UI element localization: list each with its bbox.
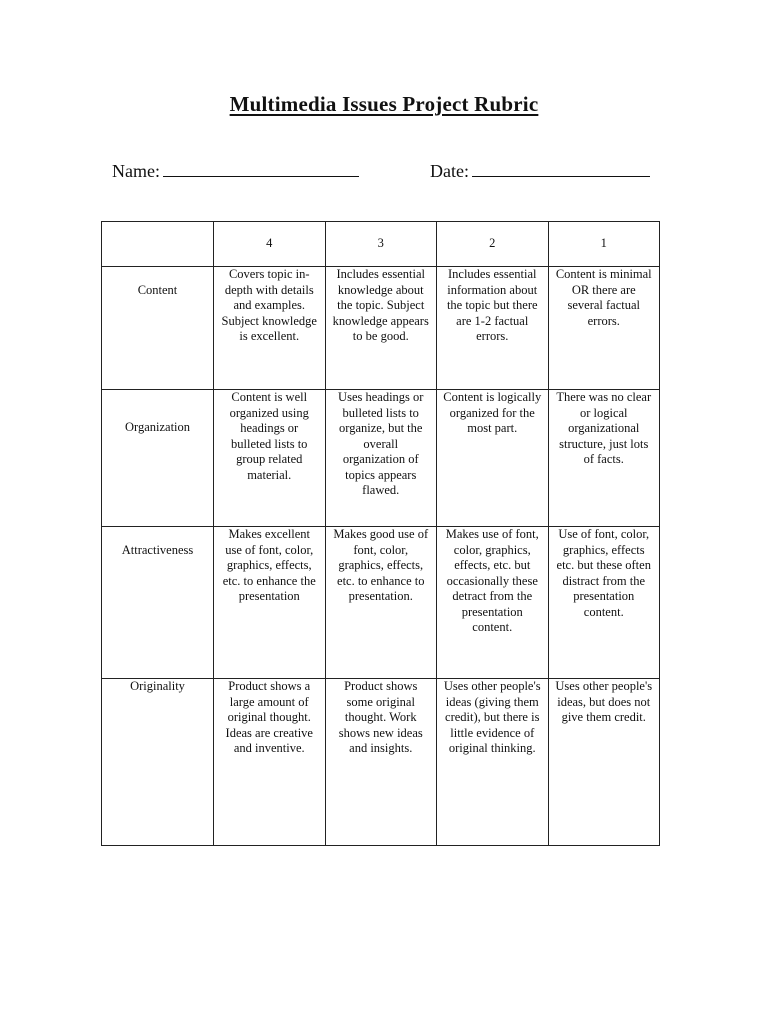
table-row [102, 390, 660, 527]
criterion-label: Organization [124, 420, 191, 434]
name-field[interactable] [112, 160, 359, 182]
table-row [102, 679, 660, 846]
criterion-label: Originality [130, 679, 185, 693]
rubric-cell: Uses headings or bulleted lists to organize, but the overall organization of topics appears flawed. [325, 390, 437, 527]
rubric-cell: Makes excellent use of font, color, graphics, effects, etc. to enhance the presentation [214, 527, 326, 679]
page-title: Multimedia Issues Project Rubric [229, 92, 539, 116]
date-blank-line[interactable] [472, 160, 650, 177]
rubric-cell: Product shows some original thought. Work shows new ideas and insights. [325, 679, 437, 846]
rubric-cell: Use of font, color, graphics, effects etc. but these often distract from the presentation content. [548, 527, 660, 679]
criterion-cell [102, 267, 214, 390]
rubric-table [101, 221, 660, 846]
rubric-cell: Uses other people's ideas, but does not give them credit. [548, 679, 660, 846]
rubric-cell: Uses other people's ideas (giving them credit), but there is little evidence of original thinking. [437, 679, 549, 846]
rubric-cell: Product shows a large amount of original thought. Ideas are creative and inventive. [214, 679, 326, 846]
header-cell-score-1: 1 [548, 222, 660, 267]
rubric-cell: Includes essential information about the topic but there are 1-2 factual errors. [437, 267, 549, 390]
name-label: Name: [112, 161, 160, 181]
table-row [102, 527, 660, 679]
rubric-cell: There was no clear or logical organizational structure, just lots of facts. [548, 390, 660, 527]
criterion-label: Content [137, 283, 178, 297]
criterion-cell [102, 390, 214, 527]
header-cell-criterion [102, 222, 214, 267]
rubric-cell: Includes essential knowledge about the topic. Subject knowledge appears to be good. [325, 267, 437, 390]
rubric-cell: Content is well organized using headings or bulleted lists to group related material. [214, 390, 326, 527]
table-row [102, 267, 660, 390]
date-field[interactable] [430, 160, 650, 182]
rubric-cell: Content is minimal OR there are several factual errors. [548, 267, 660, 390]
criterion-cell [102, 527, 214, 679]
rubric-cell: Content is logically organized for the most part. [437, 390, 549, 527]
rubric-cell: Makes use of font, color, graphics, effects, etc. but occasionally these detract from the presentation content. [437, 527, 549, 679]
date-label: Date: [430, 161, 469, 181]
criterion-label: Attractiveness [121, 543, 194, 557]
rubric-cell: Makes good use of font, color, graphics, effects, etc. to enhance to presentation. [325, 527, 437, 679]
header-row [102, 222, 660, 267]
header-cell-score-4: 4 [214, 222, 326, 267]
name-blank-line[interactable] [163, 160, 359, 177]
criterion-cell [102, 679, 214, 846]
rubric-cell: Covers topic in-depth with details and examples. Subject knowledge is excellent. [214, 267, 326, 390]
header-cell-score-3: 3 [325, 222, 437, 267]
header-cell-score-2: 2 [437, 222, 549, 267]
